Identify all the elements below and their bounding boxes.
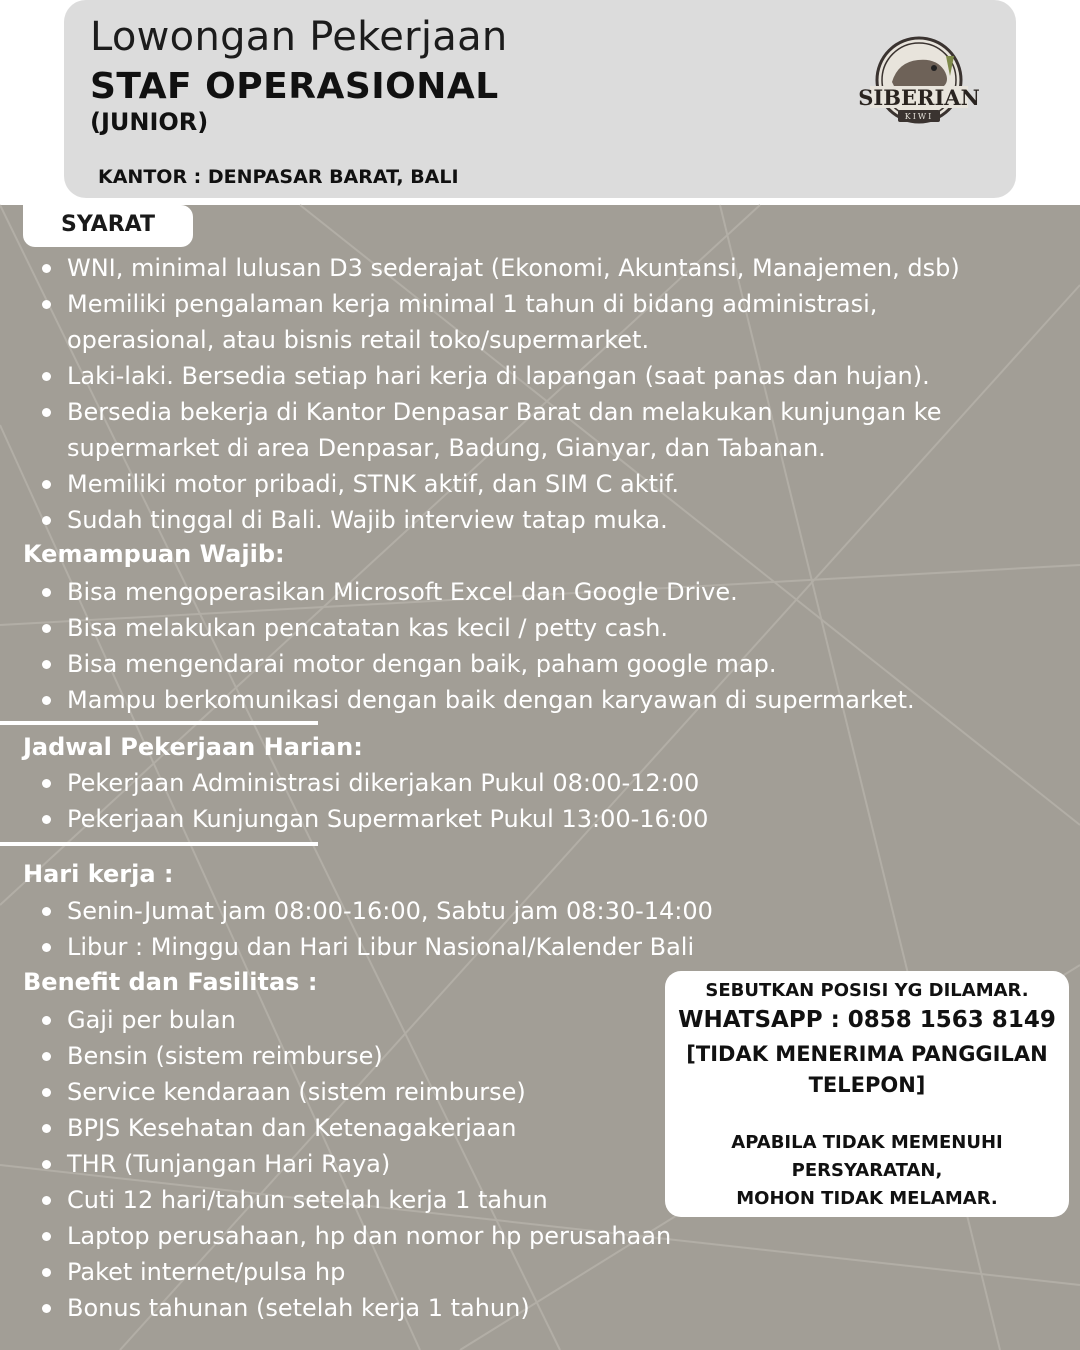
list-item: Bisa mengoperasikan Microsoft Excel dan Google Drive. [0, 574, 915, 610]
list-item: Bonus tahunan (setelah kerja 1 tahun) [0, 1290, 671, 1326]
no-call-notice [665, 1039, 1069, 1101]
list-item: Gaji per bulan [0, 1002, 671, 1038]
divider [0, 721, 318, 725]
note-line-2: PERSYARATAN, [791, 1160, 943, 1181]
list-item-continuation: operasional, atau bisnis retail toko/supermarket. [67, 326, 650, 354]
list-item: Memiliki pengalaman kerja minimal 1 tahun di bidang administrasi, [0, 286, 960, 322]
list-item: Mampu berkomunikasi dengan baik dengan karyawan di supermarket. [0, 682, 915, 718]
list-item: Bisa melakukan pencatatan kas kecil / petty cash. [0, 610, 915, 646]
logo-icon [858, 36, 980, 132]
list-item: THR (Tunjangan Hari Raya) [0, 1146, 671, 1182]
kemampuan-title: Kemampuan Wajib: [23, 540, 285, 568]
whatsapp-number[interactable]: WHATSAPP : 0858 1563 8149 [678, 1007, 1056, 1033]
header-card [64, 0, 1016, 198]
list-item: Laki-laki. Bersedia setiap hari kerja di lapangan (saat panas dan hujan). [0, 358, 960, 394]
eligibility-note [665, 1129, 1069, 1213]
syarat-label: SYARAT [61, 212, 155, 237]
syarat-list [0, 250, 960, 538]
logo-text: SIBERIAN [858, 85, 980, 110]
list-item: WNI, minimal lulusan D3 sederajat (Ekonomi, Akuntansi, Manajemen, dsb) [0, 250, 960, 286]
list-item: Sudah tinggal di Bali. Wajib interview tatap muka. [0, 502, 960, 538]
list-item-continuation: supermarket di area Denpasar, Badung, Gianyar, dan Tabanan. [67, 434, 826, 462]
contact-instruction: SEBUTKAN POSISI YG DILAMAR. [705, 980, 1029, 1001]
list-item: Senin-Jumat jam 08:00-16:00, Sabtu jam 08:30-14:00 [0, 893, 713, 929]
benefit-list [0, 1002, 671, 1326]
office-location: KANTOR : DENPASAR BARAT, BALI [98, 166, 459, 188]
jadwal-list [0, 765, 708, 837]
job-level: (JUNIOR) [90, 108, 209, 136]
header-subtitle: Lowongan Pekerjaan [90, 14, 508, 60]
job-title: STAF OPERASIONAL [90, 66, 499, 107]
list-item: BPJS Kesehatan dan Ketenagakerjaan [0, 1110, 671, 1146]
syarat-label-badge [23, 205, 193, 247]
jadwal-title: Jadwal Pekerjaan Harian: [23, 733, 363, 761]
list-item: Bisa mengendarai motor dengan baik, paham google map. [0, 646, 915, 682]
no-call-line-2: TELEPON] [808, 1073, 926, 1097]
kemampuan-list [0, 574, 915, 718]
hari-kerja-title: Hari kerja : [23, 860, 174, 888]
list-item: Libur : Minggu dan Hari Libur Nasional/Kalender Bali [0, 929, 713, 965]
no-call-line-1: [TIDAK MENERIMA PANGGILAN [686, 1042, 1048, 1066]
hari-kerja-list [0, 893, 713, 965]
note-line-1: APABILA TIDAK MEMENUHI [731, 1132, 1003, 1153]
list-item: Pekerjaan Kunjungan Supermarket Pukul 13:00-16:00 [0, 801, 708, 837]
list-item: Pekerjaan Administrasi dikerjakan Pukul 08:00-12:00 [0, 765, 708, 801]
divider [0, 842, 318, 846]
list-item: Service kendaraan (sistem reimburse) [0, 1074, 671, 1110]
list-item: Bensin (sistem reimburse) [0, 1038, 671, 1074]
note-line-3: MOHON TIDAK MELAMAR. [736, 1188, 998, 1209]
list-item: Cuti 12 hari/tahun setelah kerja 1 tahun [0, 1182, 671, 1218]
list-item: Paket internet/pulsa hp [0, 1254, 671, 1290]
benefit-title: Benefit dan Fasilitas : [23, 968, 318, 996]
list-item: Laptop perusahaan, hp dan nomor hp perusahaan [0, 1218, 671, 1254]
logo-subtext: KIWI [904, 112, 934, 121]
list-item: Memiliki motor pribadi, STNK aktif, dan SIM C aktif. [0, 466, 960, 502]
contact-card [665, 971, 1069, 1217]
list-item: Bersedia bekerja di Kantor Denpasar Barat dan melakukan kunjungan ke [0, 394, 960, 430]
company-logo [858, 36, 980, 132]
